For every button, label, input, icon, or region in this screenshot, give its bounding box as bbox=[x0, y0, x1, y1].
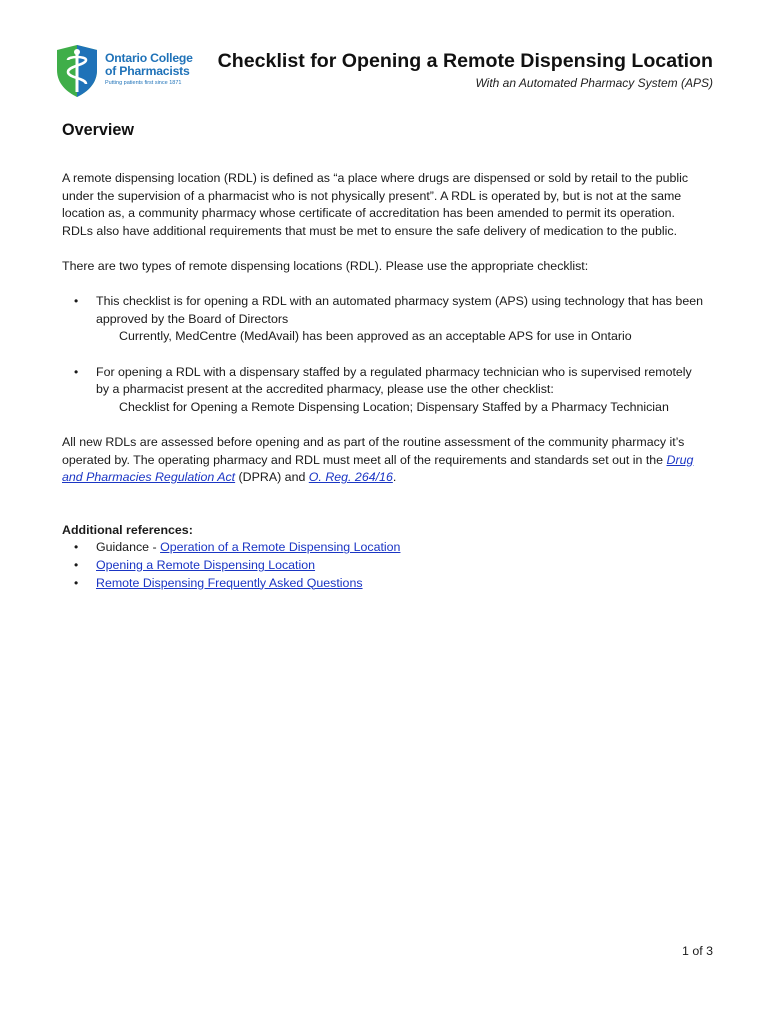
opening-rdl-link[interactable]: Opening a Remote Dispensing Location bbox=[96, 558, 316, 573]
rdl-types-list bbox=[62, 293, 708, 416]
list-item bbox=[62, 293, 708, 346]
rdl-types-paragraph: There are two types of remote dispensing locations (RDL). Please use the appropriate checklist: bbox=[62, 258, 589, 273]
bullet-icon: • bbox=[74, 540, 79, 555]
guidance-link[interactable]: Operation of a Remote Dispensing Location bbox=[160, 540, 401, 555]
list-item-subtext: Checklist for Opening a Remote Dispensing Location; Dispensary Staffed by a Pharmacy Technician bbox=[119, 399, 669, 414]
bullet-icon: • bbox=[74, 558, 79, 573]
dpra-link[interactable]: Drug and Pharmacies Regulation Act bbox=[62, 452, 694, 485]
logo-name-line1: Ontario College bbox=[105, 51, 193, 65]
ocp-logo bbox=[55, 44, 205, 98]
bullet-icon: • bbox=[74, 364, 79, 379]
list-item bbox=[62, 575, 708, 593]
document-title: Checklist for Opening a Remote Dispensing Location bbox=[217, 50, 713, 72]
list-item-text: For opening a RDL with a dispensary staffed by a regulated pharmacy technician who is supervised remotely by a pharmacist present at the accredited pharmacy, please use the other checklist: bbox=[96, 364, 692, 397]
bullet-icon: • bbox=[74, 294, 79, 309]
logo-tagline: Putting patients first since 1871 bbox=[105, 80, 182, 86]
overview-heading: Overview bbox=[62, 121, 134, 139]
logo-name-line2: of Pharmacists bbox=[105, 64, 190, 78]
bullet-icon: • bbox=[74, 575, 79, 590]
page-number: 1 of 3 bbox=[681, 944, 713, 958]
references-heading: Additional references: bbox=[62, 522, 193, 537]
list-item bbox=[62, 364, 708, 417]
list-item-subtext: Currently, MedCentre (MedAvail) has been approved as an acceptable APS for use in Ontario bbox=[119, 329, 632, 344]
oreg-link[interactable]: O. Reg. 264/16 bbox=[308, 470, 393, 485]
list-item-text: This checklist is for opening a RDL with an automated pharmacy system (APS) using technology that has been approved by the Board of Directors bbox=[96, 294, 703, 326]
list-item: • Guidance - Operation of a Remote Dispensing Location bbox=[62, 539, 708, 557]
list-item bbox=[62, 557, 708, 575]
overview-content bbox=[62, 170, 708, 592]
references-list bbox=[62, 539, 708, 592]
faq-link[interactable]: Remote Dispensing Frequently Asked Questions bbox=[96, 575, 363, 590]
shield-caduceus-icon bbox=[55, 44, 99, 98]
document-subtitle: With an Automated Pharmacy System (APS) bbox=[475, 76, 713, 90]
assessment-paragraph: All new RDLs are assessed before opening and as part of the routine assessment of the community pharmacy it’s operated by. The operating pharmacy and RDL must meet all of the requirements and standards set out in the Drug and Pharmacies Regulation Act (DPRA) and O. Reg. 264/16. bbox=[62, 434, 694, 485]
definition-paragraph: A remote dispensing location (RDL) is defined as “a place where drugs are dispensed or sold by retail to the public under the supervision of a pharmacist who is not physically present”. A RDL is operated by, but is not at the same location as, a community pharmacy whose certificate of accreditation has been amended to permit its operation. RDLs also have additional requirements that must be met to ensure the safe delivery of medication to the public. bbox=[62, 171, 689, 238]
